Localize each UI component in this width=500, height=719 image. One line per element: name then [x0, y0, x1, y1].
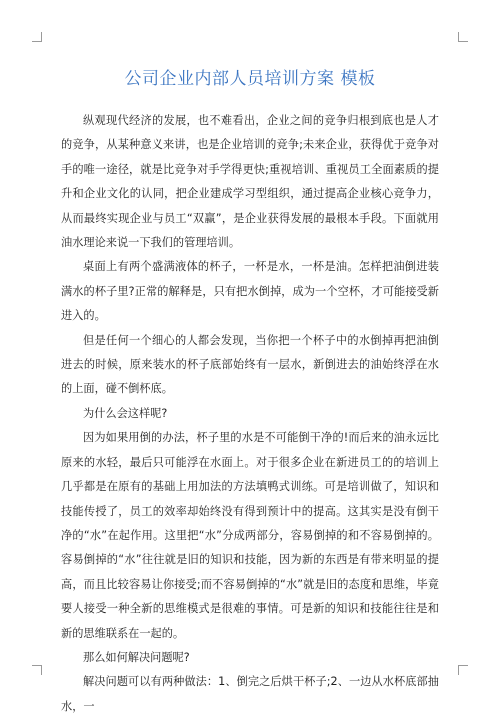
- crop-mark-top-right: [458, 32, 468, 42]
- paragraph-question-why: 为什么会这样呢?: [83, 406, 168, 420]
- document-body: [61, 109, 439, 713]
- crop-mark-bottom-right: [458, 665, 468, 675]
- crop-mark-top-left: [32, 32, 42, 42]
- paragraph-question-how: 那么如何解决问题呢?: [83, 650, 190, 664]
- document-title: 公司企业内部人员培训方案 模板: [124, 69, 376, 89]
- paragraph-solution: 解决问题可以有两种做法：1、倒完之后烘干杯子;2、一边从水杯底部抽水，一: [61, 675, 439, 713]
- paragraph-intro: 纵观现代经济的发展，也不难看出，企业之间的竞争归根到底也是人才的竞争，从某种意义来讲，也是企业培训的竞争;未来企业，获得优于竞争对手的唯一途径，就是比竞争对手学得更快;重视培训、重视员工全面素质的提升和企业文化的认同，把企业建成学习型组织，通过提高企业核心竞争力，从而最终实现企业与员工“双赢”，是企业获得发展的最根本手段。下面就用油水理论来说一下我们的管理培训。: [61, 114, 439, 250]
- crop-mark-bottom-left: [32, 665, 42, 675]
- paragraph-observation: 但是任何一个细心的人都会发现，当你把一个杯子中的水倒掉再把油倒进去的时候，原来装水的杯子底部始终有一层水，新倒进去的油始终浮在水的上面，碰不倒杯底。: [61, 333, 439, 396]
- paragraph-explanation: 因为如果用倒的办法，杯子里的水是不可能倒干净的!而后来的油永远比原来的水轻，最后只可能浮在水面上。对于很多企业在新进员工的的培训上几乎都是在原有的基础上用加法的方法填鸭式训练。可是培训做了，知识和技能传授了，员工的效率却始终没有得到预计中的提高。这其实是没有倒干净的“水”在起作用。这里把“水”分成两部分，容易倒掉的和不容易倒掉的。容易倒掉的“水”往往就是旧的知识和技能，因为新的东西是有带来明显的提高，而且比较容易让你接受;而不容易倒掉的“水”就是旧的态度和思维，毕竟要人接受一种全新的思维模式是很难的事情。可是新的知识和技能往往是和新的思维联系在一起的。: [61, 431, 439, 640]
- paragraph-cups: 桌面上有两个盛满液体的杯子，一杯是水，一杯是油。怎样把油倒进装满水的杯子里?正常的解释是，只有把水倒掉，成为一个空杯，才可能接受新进入的。: [61, 260, 439, 323]
